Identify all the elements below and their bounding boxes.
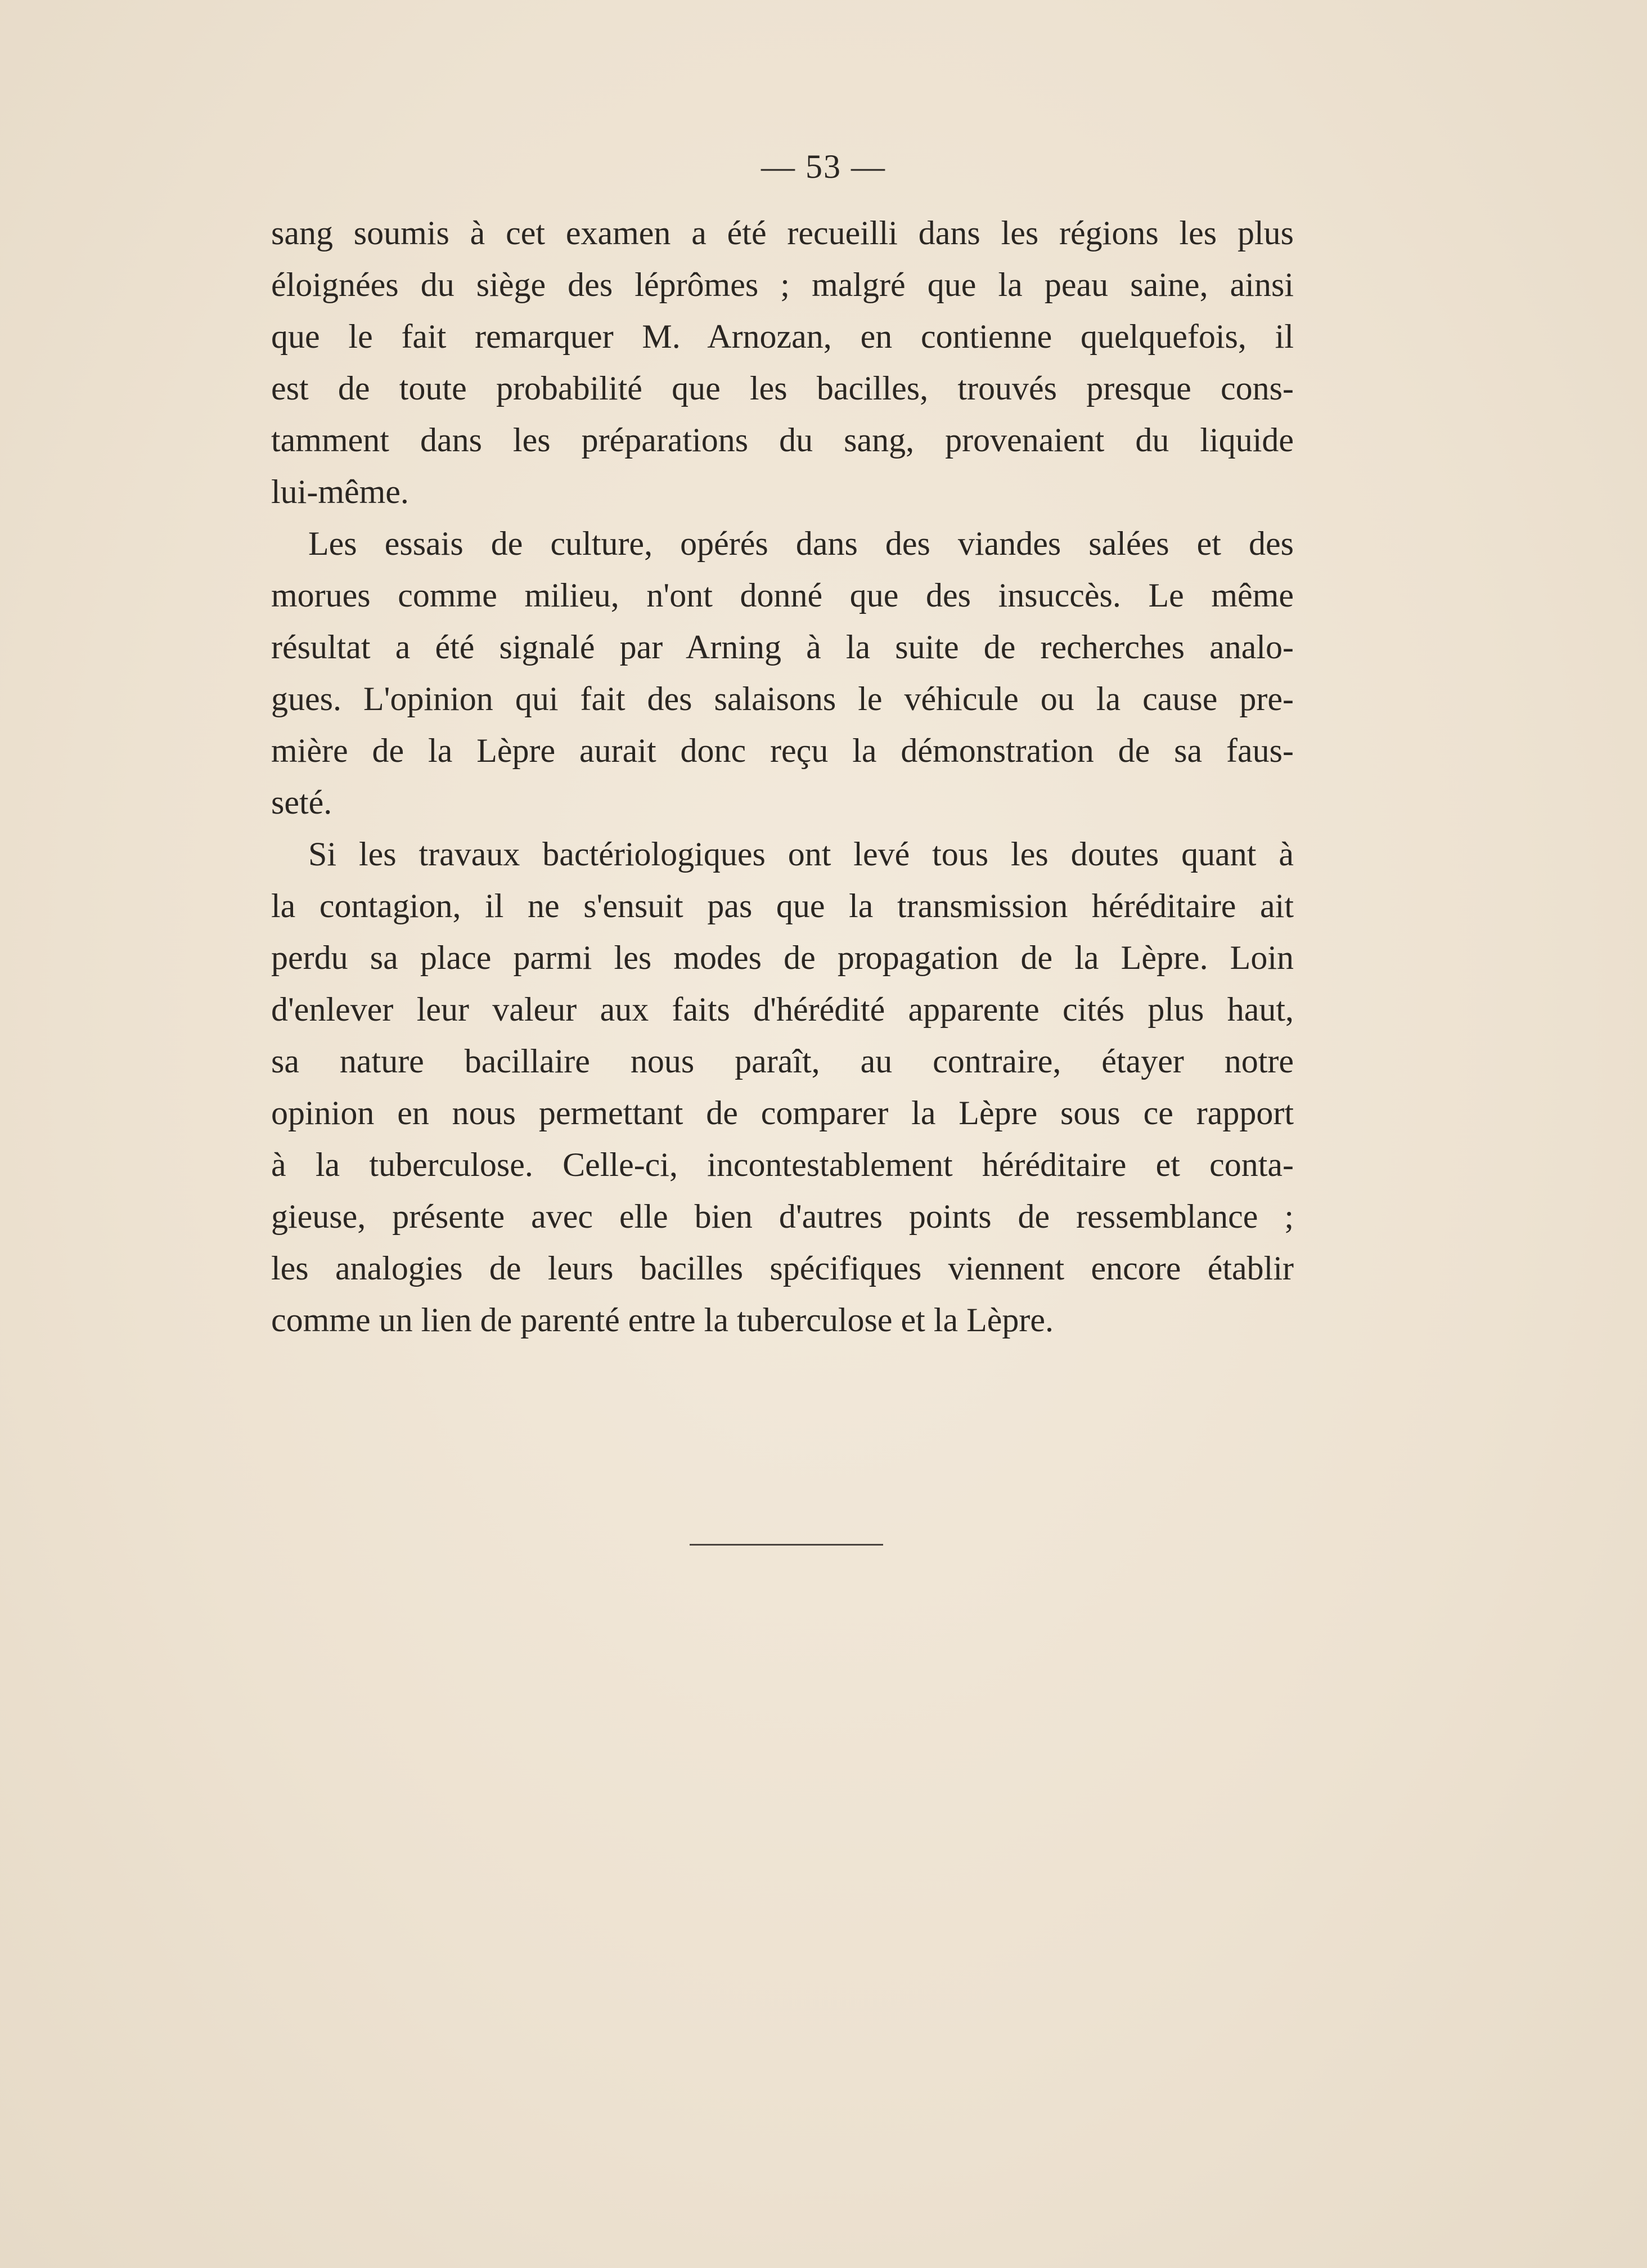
page-number: — 53 — (761, 148, 886, 185)
text-line: Si les travaux bactériologiques ont levé tous les doutes quant à (308, 836, 1294, 873)
text-line: est de toute probabilité que les bacilles, trouvés presque cons- (271, 370, 1294, 407)
text-line: comme un lien de parenté entre la tuberculose et la Lèpre. (271, 1301, 1054, 1339)
text-line: lui-même. (271, 473, 409, 510)
section-end-rule (690, 1544, 883, 1546)
text-line: résultat a été signalé par Arning à la suite de recherches analo- (271, 628, 1294, 666)
text-line: mière de la Lèpre aurait donc reçu la démonstration de sa faus- (271, 732, 1294, 769)
text-line: morues comme milieu, n'ont donné que des insuccès. Le même (271, 577, 1294, 614)
text-line: à la tuberculose. Celle-ci, incontestablement héréditaire et conta- (271, 1146, 1294, 1183)
text-line: perdu sa place parmi les modes de propagation de la Lèpre. Loin (271, 939, 1294, 976)
text-line: gues. L'opinion qui fait des salaisons le véhicule ou la cause pre- (271, 680, 1294, 717)
text-line: tamment dans les préparations du sang, provenaient du liquide (271, 421, 1294, 459)
text-line: seté. (271, 784, 332, 821)
text-line: sa nature bacillaire nous paraît, au contraire, étayer notre (271, 1043, 1294, 1080)
text-line: éloignées du siège des léprômes ; malgré que la peau saine, ainsi (271, 266, 1294, 303)
text-line: les analogies de leurs bacilles spécifiques viennent encore établir (271, 1250, 1294, 1287)
text-line: Les essais de culture, opérés dans des viandes salées et des (308, 525, 1294, 562)
text-line: opinion en nous permettant de comparer la Lèpre sous ce rapport (271, 1094, 1294, 1131)
text-line: gieuse, présente avec elle bien d'autres points de ressemblance ; (271, 1198, 1294, 1235)
text-line: que le fait remarquer M. Arnozan, en contienne quelquefois, il (271, 318, 1294, 355)
body-text (271, 207, 1294, 1346)
text-line: la contagion, il ne s'ensuit pas que la transmission héréditaire ait (271, 887, 1294, 924)
text-line: sang soumis à cet examen a été recueilli dans les régions les plus (271, 214, 1294, 251)
text-line: d'enlever leur valeur aux faits d'hérédité apparente cités plus haut, (271, 991, 1294, 1028)
